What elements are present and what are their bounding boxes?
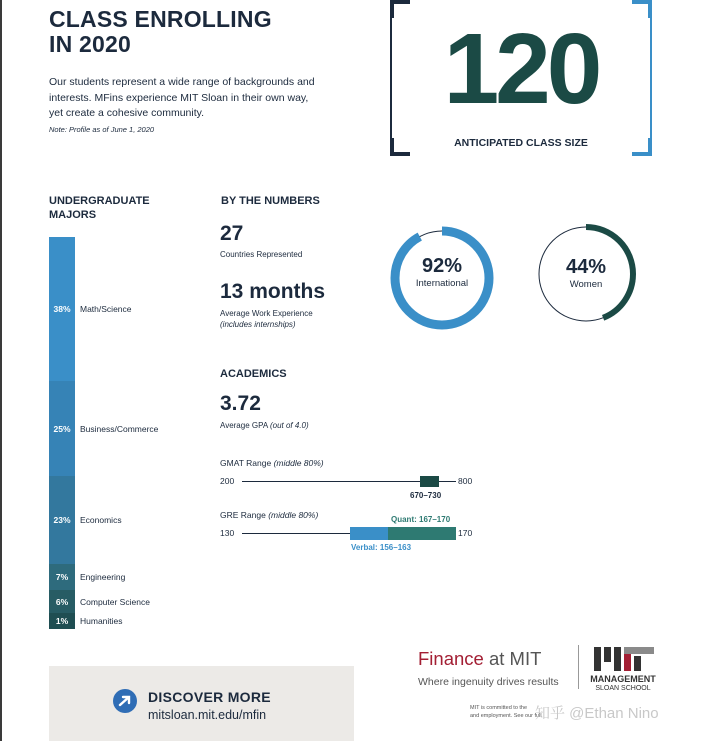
- major-pct: 7%: [55, 572, 69, 583]
- major-name: Humanities: [80, 616, 123, 627]
- mit-logo-bar-1: [594, 647, 601, 671]
- fine-print-line-1: MIT is committed to the: [470, 705, 528, 711]
- mit-logo-bar-5: [624, 647, 654, 654]
- gre-quant-bar: [388, 527, 456, 540]
- majors-heading: [49, 194, 150, 222]
- discover-url[interactable]: mitsloan.mit.edu/mfin: [148, 708, 267, 722]
- gre-verbal-bar: [350, 527, 388, 540]
- major-name: Business/Commerce: [80, 423, 159, 434]
- countries-value: 27: [220, 222, 244, 245]
- experience-sub: (includes internships): [220, 320, 296, 329]
- women-ring-text: [534, 256, 638, 290]
- mit-sloan-text: SLOAN SCHOOL: [595, 685, 651, 692]
- by-numbers-heading: BY THE NUMBERS: [221, 195, 320, 207]
- major-name: Economics: [80, 515, 122, 526]
- gmat-range-bar: [420, 476, 439, 487]
- title-line-1: CLASS ENROLLING: [49, 6, 272, 32]
- mit-logo-bar-3: [614, 647, 621, 671]
- logo-divider: [578, 645, 579, 689]
- page-title: [49, 7, 349, 57]
- experience-label: Average Work Experience: [220, 309, 313, 318]
- mit-logo: [592, 645, 658, 673]
- class-size-panel: [390, 0, 652, 156]
- gmat-title: [220, 458, 324, 468]
- gpa-value: 3.72: [220, 392, 261, 415]
- international-pct: 92%: [421, 255, 463, 277]
- gre-label: GRE Range: [220, 510, 266, 520]
- gre-sub: (middle 80%): [268, 510, 319, 520]
- gre-verbal-label: Verbal: 156–163: [351, 543, 412, 552]
- discover-more-panel[interactable]: [49, 666, 354, 741]
- gpa-label-sub: (out of 4.0): [269, 421, 309, 430]
- send-icon[interactable]: [113, 689, 137, 713]
- academics-heading: ACADEMICS: [220, 368, 287, 380]
- finance-tagline: Where ingenuity drives results: [418, 676, 559, 688]
- gmat-range-label: 670–730: [410, 491, 442, 500]
- major-pct: 6%: [55, 596, 69, 607]
- major-name: Engineering: [80, 572, 126, 583]
- mit-logo-bar-2: [604, 647, 611, 662]
- majors-heading-line-2: MAJORS: [49, 209, 97, 221]
- profile-note: Note: Profile as of June 1, 2020: [49, 125, 155, 134]
- mit-logo-bar-6: [634, 656, 641, 671]
- gpa-label-text: Average GPA: [220, 421, 268, 430]
- gre-title: [220, 510, 318, 520]
- major-pct: 38%: [53, 304, 71, 315]
- major-name: Computer Science: [80, 596, 150, 607]
- international-label: International: [415, 278, 469, 289]
- finance-word: Finance: [418, 648, 484, 669]
- title-line-2: IN 2020: [49, 31, 131, 57]
- international-ring-text: [388, 255, 496, 289]
- mit-logo-text: MIT: [592, 645, 594, 646]
- mit-management-text: MANAGEMENT: [590, 674, 656, 684]
- gmat-sub: (middle 80%): [273, 458, 324, 468]
- fine-print-line-2: and employment. See our full: [470, 713, 542, 719]
- major-pct: 23%: [53, 515, 71, 526]
- women-label: Women: [569, 279, 603, 290]
- intro-text: Our students represent a wide range of backgrounds and interests. MFins experience MIT Sloan in their own way, yet create a cohesive community.: [49, 76, 315, 119]
- gre-quant-label: Quant: 167–170: [391, 515, 451, 524]
- class-size-number: 120: [443, 13, 599, 125]
- experience-value: 13 months: [220, 280, 326, 303]
- countries-label: Countries Represented: [220, 250, 303, 259]
- gre-max: 170: [458, 528, 473, 538]
- finance-at-mit-logo: [418, 648, 541, 670]
- gpa-label: [220, 420, 309, 431]
- watermark-text: 知乎 @Ethan Nino: [535, 705, 659, 722]
- major-name: Math/Science: [80, 304, 132, 315]
- gmat-min: 200: [220, 476, 235, 486]
- majors-heading-line-1: UNDERGRADUATE: [49, 195, 150, 207]
- gmat-label: GMAT Range: [220, 458, 272, 468]
- women-pct: 44%: [565, 256, 607, 278]
- discover-title: DISCOVER MORE: [148, 689, 271, 705]
- gre-min: 130: [220, 528, 235, 538]
- at-mit-word: at MIT: [483, 648, 542, 669]
- major-pct: 25%: [53, 423, 71, 434]
- major-pct: 1%: [55, 616, 69, 627]
- class-size-label: ANTICIPATED CLASS SIZE: [454, 137, 588, 149]
- gmat-max: 800: [458, 476, 473, 486]
- page-edge: [0, 0, 2, 741]
